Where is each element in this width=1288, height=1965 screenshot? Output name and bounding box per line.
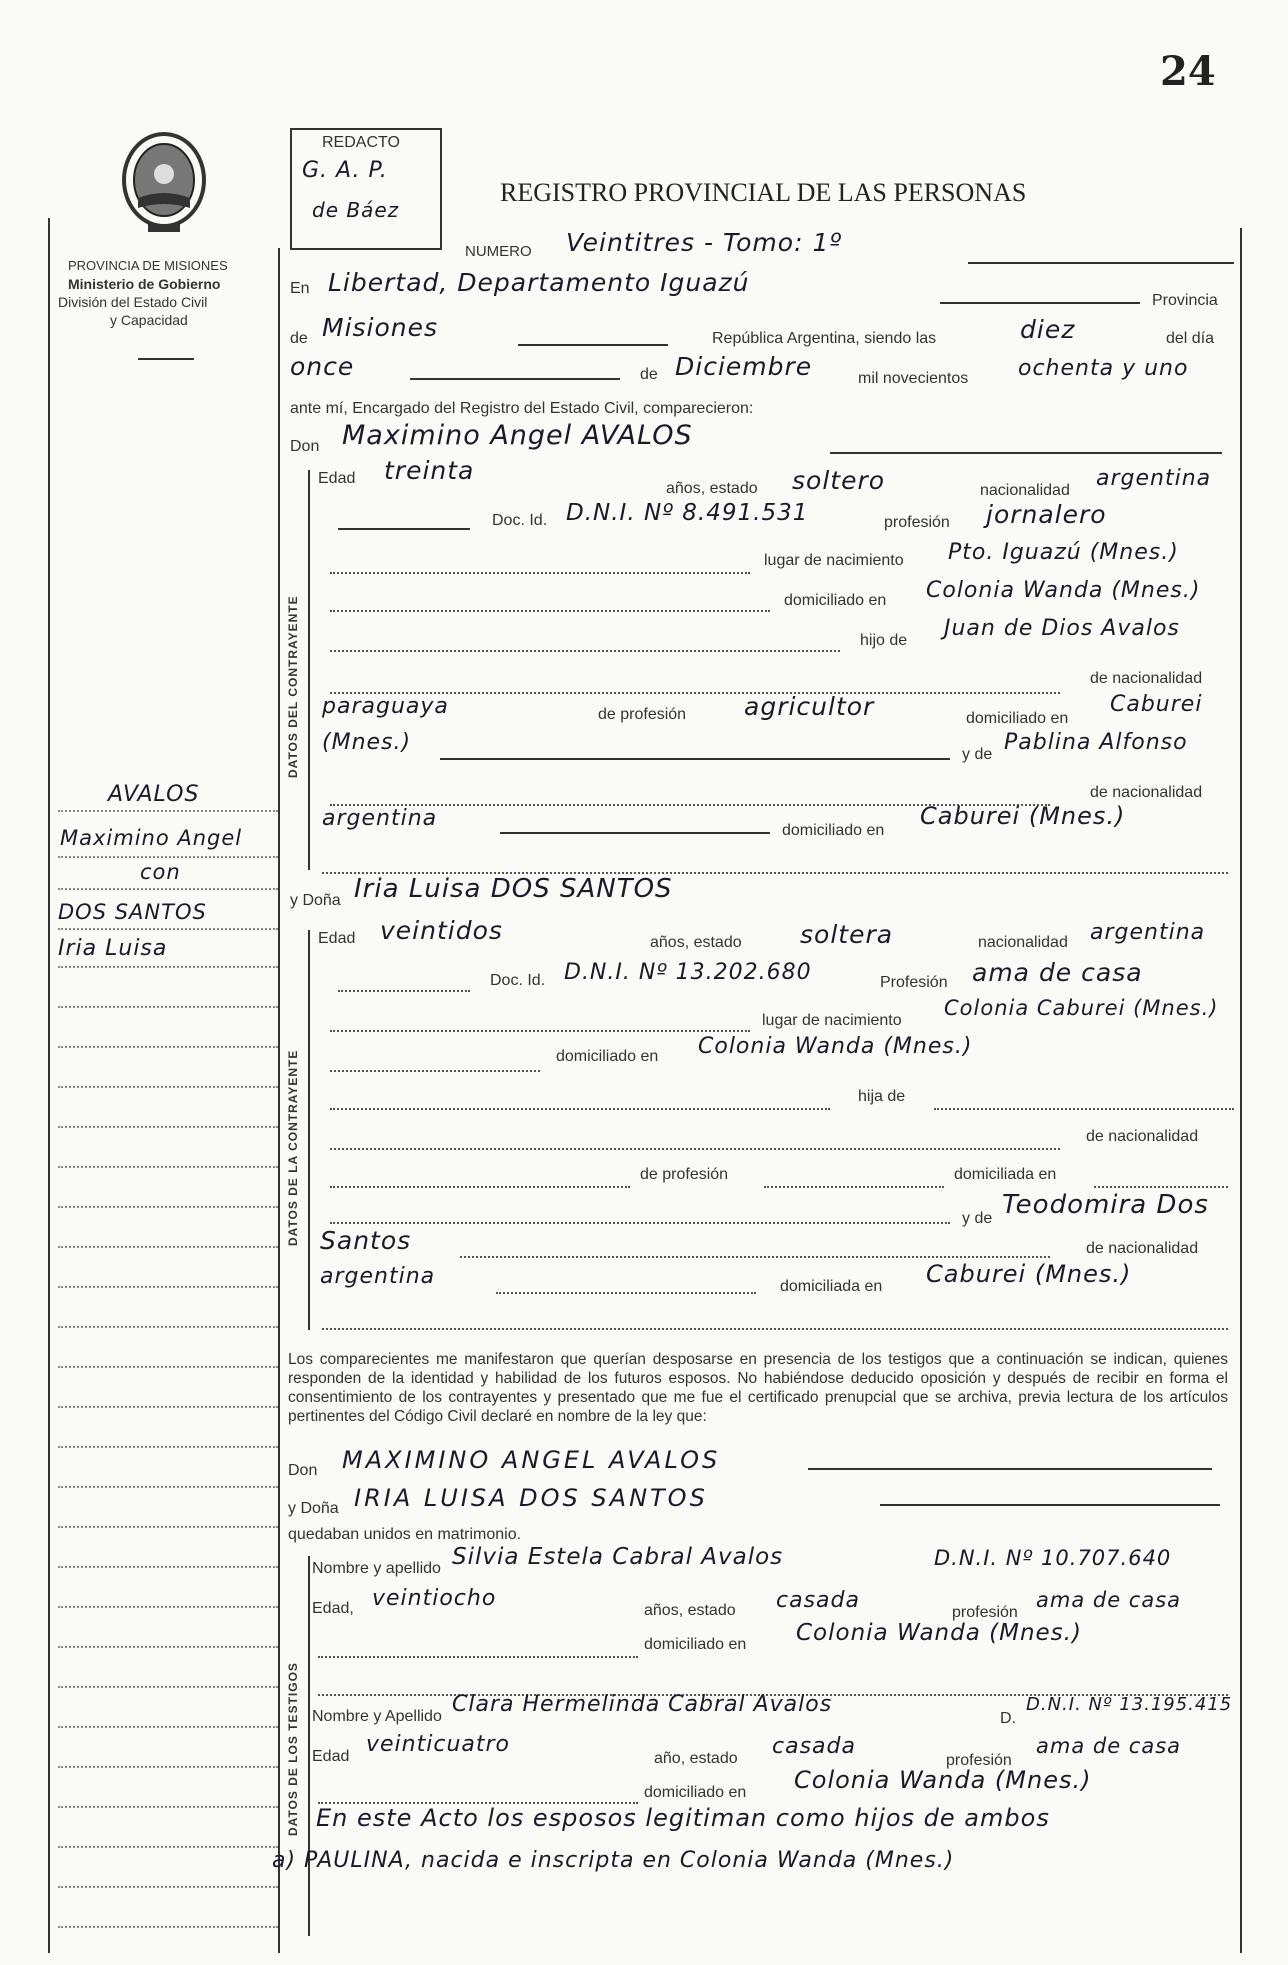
groom-dom: Colonia Wanda (Mnes.) (926, 578, 1201, 603)
margin-line (58, 1646, 278, 1648)
groom-lugar-pre (330, 572, 750, 574)
groom-side-label: DATOS DEL CONTRAYENTE (286, 595, 300, 778)
groom-madre-dom-label: domiciliado en (782, 822, 885, 839)
groom-prof-label: profesión (884, 514, 950, 531)
groom-dom-pre (330, 610, 770, 612)
groom-name-line (830, 452, 1222, 454)
w1-dom: Colonia Wanda (Mnes.) (796, 1620, 1082, 1646)
de-label: de (290, 330, 308, 347)
groom-madre-nac-label: de nacionalidad (1090, 784, 1203, 801)
bride-madre-dom: Caburei (Mnes.) (926, 1260, 1132, 1288)
bride-hija-line (934, 1108, 1234, 1110)
bride-madre-nac-line (496, 1292, 756, 1294)
margin-surname-bride: DOS SANTOS (58, 900, 207, 924)
w1-nombre-label: Nombre y apellido (312, 1560, 441, 1577)
margin-line (58, 810, 278, 812)
bride-estado-label: años, estado (650, 934, 742, 951)
bride-dom: Colonia Wanda (Mnes.) (698, 1034, 973, 1059)
bride-padre-dom-label: domiciliada en (954, 1166, 1057, 1183)
bride-madre-nac: argentina (320, 1264, 436, 1289)
bride-de-prof-label: de profesión (640, 1166, 729, 1183)
declare-dona-label: y Doña (288, 1500, 339, 1517)
del-dia-label: del día (1166, 330, 1215, 347)
bride-madre-nac-label: de nacionalidad (1086, 1240, 1199, 1257)
provincial-seal (118, 128, 210, 236)
groom-padre-prof: agricultor (744, 692, 875, 721)
groom-lugar-label: lugar de nacimiento (764, 552, 904, 569)
declare-don-label: Don (288, 1462, 318, 1479)
groom-yde-line (440, 758, 950, 760)
de-line (518, 344, 668, 346)
witness-box-left (308, 1556, 310, 1936)
w1-edad-label: Edad, (312, 1600, 354, 1617)
margin-rule (48, 218, 50, 1953)
stamp-name: de Báez (312, 198, 400, 222)
bride-yde-label: y de (962, 1210, 993, 1227)
de-value: Misiones (322, 313, 439, 342)
bride-edad-label: Edad (318, 930, 356, 947)
w2-prof: ama de casa (1036, 1734, 1182, 1758)
bride-lugar-pre (330, 1030, 750, 1032)
groom-padre: Juan de Dios Avalos (944, 616, 1180, 641)
margin-line (58, 1486, 278, 1488)
groom-padre-dom2: (Mnes.) (322, 730, 412, 755)
groom-estado-label: años, estado (666, 480, 758, 497)
bride-prof-label: Profesión (880, 974, 948, 991)
en-line (940, 302, 1140, 304)
w2-doc: D.N.I. Nº 13.195.415 (1026, 1694, 1233, 1715)
republica-label: República Argentina, siendo las (712, 330, 937, 347)
groom-lugar: Pto. Iguazú (Mnes.) (948, 540, 1179, 565)
bride-doc-label: Doc. Id. (490, 972, 546, 989)
declare-dona-line (880, 1504, 1220, 1506)
bride-dona-label: y Doña (290, 892, 341, 909)
bride-edad: veintidos (380, 916, 503, 945)
numero-value: Veintitres - Tomo: 1º (566, 228, 843, 257)
w1-doc: D.N.I. Nº 10.707.640 (934, 1546, 1172, 1570)
bride-nac-label: nacionalidad (978, 934, 1068, 951)
margin-line (58, 1886, 278, 1888)
margin-line (58, 1326, 278, 1328)
declare-don-name: MAXIMINO ANGEL AVALOS (342, 1446, 721, 1474)
margin-line (58, 1246, 278, 1248)
de2-label: de (640, 366, 658, 383)
w2-nombre-label: Nombre y Apellido (312, 1708, 442, 1725)
margin-line (58, 1606, 278, 1608)
groom-madre-nac: argentina (322, 806, 438, 831)
bride-lugar-label: lugar de nacimiento (762, 1012, 902, 1029)
stamp-title: REDACTO (322, 134, 400, 151)
margin-line (58, 1286, 278, 1288)
bride-madre2-line (460, 1256, 1050, 1258)
w1-nombre: Silvia Estela Cabral Avalos (452, 1544, 784, 1570)
margin-line (58, 1166, 278, 1168)
groom-yde-label: y de (962, 746, 993, 763)
groom-nac-label: nacionalidad (980, 482, 1070, 499)
bride-madre: Teodomira Dos (1002, 1190, 1209, 1220)
groom-box-left (308, 470, 310, 870)
margin-line (58, 1686, 278, 1688)
groom-dom-label: domiciliado en (784, 592, 887, 609)
margin-line (58, 1446, 278, 1448)
groom-edad: treinta (384, 456, 475, 485)
groom-madre-dom: Caburei (Mnes.) (920, 802, 1126, 830)
groom-de-prof-label: de profesión (598, 706, 687, 723)
groom-edad-label: Edad (318, 470, 356, 487)
bride-madre2: Santos (320, 1226, 412, 1255)
mil-label: mil novecientos (858, 370, 969, 387)
groom-madre: Pablina Alfonso (1004, 730, 1188, 755)
declaration-paragraph: Los comparecientes me manifestaron que querían desposarse en presencia de los testigos que a continuación se indican, quienes responden de la identidad y habilidad de los futuros esposos. No habiéndose deducido oposición y después de recibir en forma el consentimiento de los contrayentes y presentado que me fue el certificado prenupcial que se archiva, previa lectura de los artículos pertinentes del Código Civil declaré en nombre de la ley que: (288, 1351, 1228, 1425)
w1-prof: ama de casa (1036, 1588, 1182, 1612)
margin-name-groom: Maximino Angel (60, 826, 243, 850)
redacto-stamp (290, 128, 442, 250)
margin-line (58, 928, 278, 930)
w2-edad: veinticuatro (366, 1732, 510, 1757)
header-division: División del Estado Civil (58, 294, 208, 310)
w1-dom-pre (318, 1656, 638, 1658)
bride-prof-line (764, 1186, 944, 1188)
bride-yde-pre (330, 1222, 950, 1224)
margin-line (58, 1806, 278, 1808)
bride-end-line (322, 1328, 1228, 1330)
margin-line (58, 1206, 278, 1208)
groom-doc: D.N.I. Nº 8.491.531 (566, 500, 809, 526)
bride-dom-label: domiciliado en (556, 1048, 659, 1065)
groom-doc-label: Doc. Id. (492, 512, 548, 529)
frame-right (1240, 228, 1242, 1953)
declare-dona-name: IRIA LUISA DOS SANTOS (354, 1484, 708, 1512)
witness-side-label: DATOS DE LOS TESTIGOS (286, 1662, 300, 1836)
numero-line (968, 262, 1234, 264)
month-value: Diciembre (675, 352, 813, 381)
margin-line (58, 1766, 278, 1768)
ante-mi-text: ante mí, Encargado del Registro del Estado Civil, comparecieron: (290, 400, 754, 417)
groom-don-label: Don (290, 438, 320, 455)
page-title: REGISTRO PROVINCIAL DE LAS PERSONAS (500, 178, 1027, 207)
day-value: once (290, 352, 355, 381)
w2-dom-label: domiciliado en (644, 1784, 747, 1801)
bride-doc-pre (338, 990, 470, 992)
margin-surname-groom: AVALOS (108, 782, 200, 807)
bride-hija-label: hija de (858, 1088, 906, 1105)
groom-hijo-pre (330, 650, 840, 652)
bride-dom-pre (330, 1070, 540, 1072)
w1-estado-label: años, estado (644, 1602, 736, 1619)
groom-estado: soltero (792, 466, 886, 495)
frame-left (278, 248, 280, 1953)
margin-line (58, 888, 278, 890)
groom-madre-nac-line (500, 832, 770, 834)
margin-line (58, 1366, 278, 1368)
page-number: 24 (1160, 48, 1216, 95)
bride-nac-pre (330, 1148, 1060, 1150)
margin-line (58, 1126, 278, 1128)
margin-line (58, 1926, 278, 1928)
bride-estado: soltera (800, 920, 894, 949)
w1-dom-label: domiciliado en (644, 1636, 747, 1653)
w2-dom: Colonia Wanda (Mnes.) (794, 1766, 1092, 1794)
bride-name: Iria Luisa DOS SANTOS (354, 874, 673, 904)
bride-madre-dom-label: domiciliada en (780, 1278, 883, 1295)
margin-line (58, 1406, 278, 1408)
header-ministry: Ministerio de Gobierno (68, 276, 221, 292)
bride-padre-nac-label: de nacionalidad (1086, 1128, 1199, 1145)
declare-don-line (808, 1468, 1212, 1470)
footer-note-line1: En este Acto los esposos legitiman como hijos de ambos (316, 1804, 1050, 1832)
margin-line (58, 1726, 278, 1728)
day-line (410, 378, 620, 380)
groom-nac: argentina (1096, 466, 1212, 491)
groom-doc-pre (338, 528, 470, 530)
numero-label: NUMERO (465, 243, 532, 260)
groom-padre-dom: Caburei (1110, 692, 1203, 717)
stamp-initials: G. A. P. (302, 158, 388, 183)
bride-padre-dom-line (1094, 1186, 1228, 1188)
margin-line (58, 1086, 278, 1088)
w2-prof-label: profesión (946, 1752, 1012, 1769)
w1-prof-label: profesión (952, 1604, 1018, 1621)
unidos-text: quedaban unidos en matrimonio. (288, 1526, 522, 1543)
w2-nombre: Clara Hermelinda Cabral Avalos (452, 1692, 833, 1717)
en-label: En (290, 280, 310, 297)
bride-side-label: DATOS DE LA CONTRAYENTE (286, 1049, 300, 1246)
en-value: Libertad, Departamento Iguazú (328, 268, 750, 297)
bride-nac: argentina (1090, 920, 1206, 945)
groom-hijo-label: hijo de (860, 632, 908, 649)
margin-line (58, 1006, 278, 1008)
groom-padre-nac: paraguaya (322, 694, 449, 719)
w1-estado: casada (776, 1588, 860, 1613)
provincia-label: Provincia (1152, 292, 1218, 309)
margin-line (58, 1526, 278, 1528)
w2-doc-label: D. (1000, 1710, 1016, 1727)
margin-line (58, 966, 278, 968)
bride-box-left (308, 930, 310, 1330)
bride-prof-pre (330, 1186, 630, 1188)
hour-value: diez (1020, 315, 1076, 344)
margin-line (58, 1846, 278, 1848)
footer-note-line2: a) PAULINA, nacida e inscripta en Colonia Wanda (Mnes.) (272, 1848, 955, 1873)
header-province: PROVINCIA DE MISIONES (68, 258, 228, 273)
margin-line (58, 1046, 278, 1048)
w2-estado: casada (772, 1734, 856, 1759)
bride-doc: D.N.I. Nº 13.202.680 (564, 960, 812, 985)
year-value: ochenta y uno (1018, 356, 1189, 381)
margin-line (58, 1566, 278, 1568)
groom-prof: jornalero (986, 500, 1107, 529)
bride-lugar: Colonia Caburei (Mnes.) (944, 996, 1219, 1020)
margin-name-bride: Iria Luisa (58, 936, 168, 961)
header-rule (138, 358, 194, 360)
w2-edad-label: Edad (312, 1748, 350, 1765)
bride-prof: ama de casa (972, 958, 1143, 987)
groom-padre-dom-label: domiciliado en (966, 710, 1069, 727)
groom-padre-nac-label: de nacionalidad (1090, 670, 1203, 687)
header-capacity: y Capacidad (110, 312, 188, 328)
margin-con: con (140, 860, 181, 884)
w2-estado-label: año, estado (654, 1750, 738, 1767)
bride-hija-pre (330, 1108, 830, 1110)
groom-name: Maximino Angel AVALOS (342, 420, 693, 451)
margin-line (58, 856, 278, 858)
w1-edad: veintiocho (372, 1586, 497, 1611)
